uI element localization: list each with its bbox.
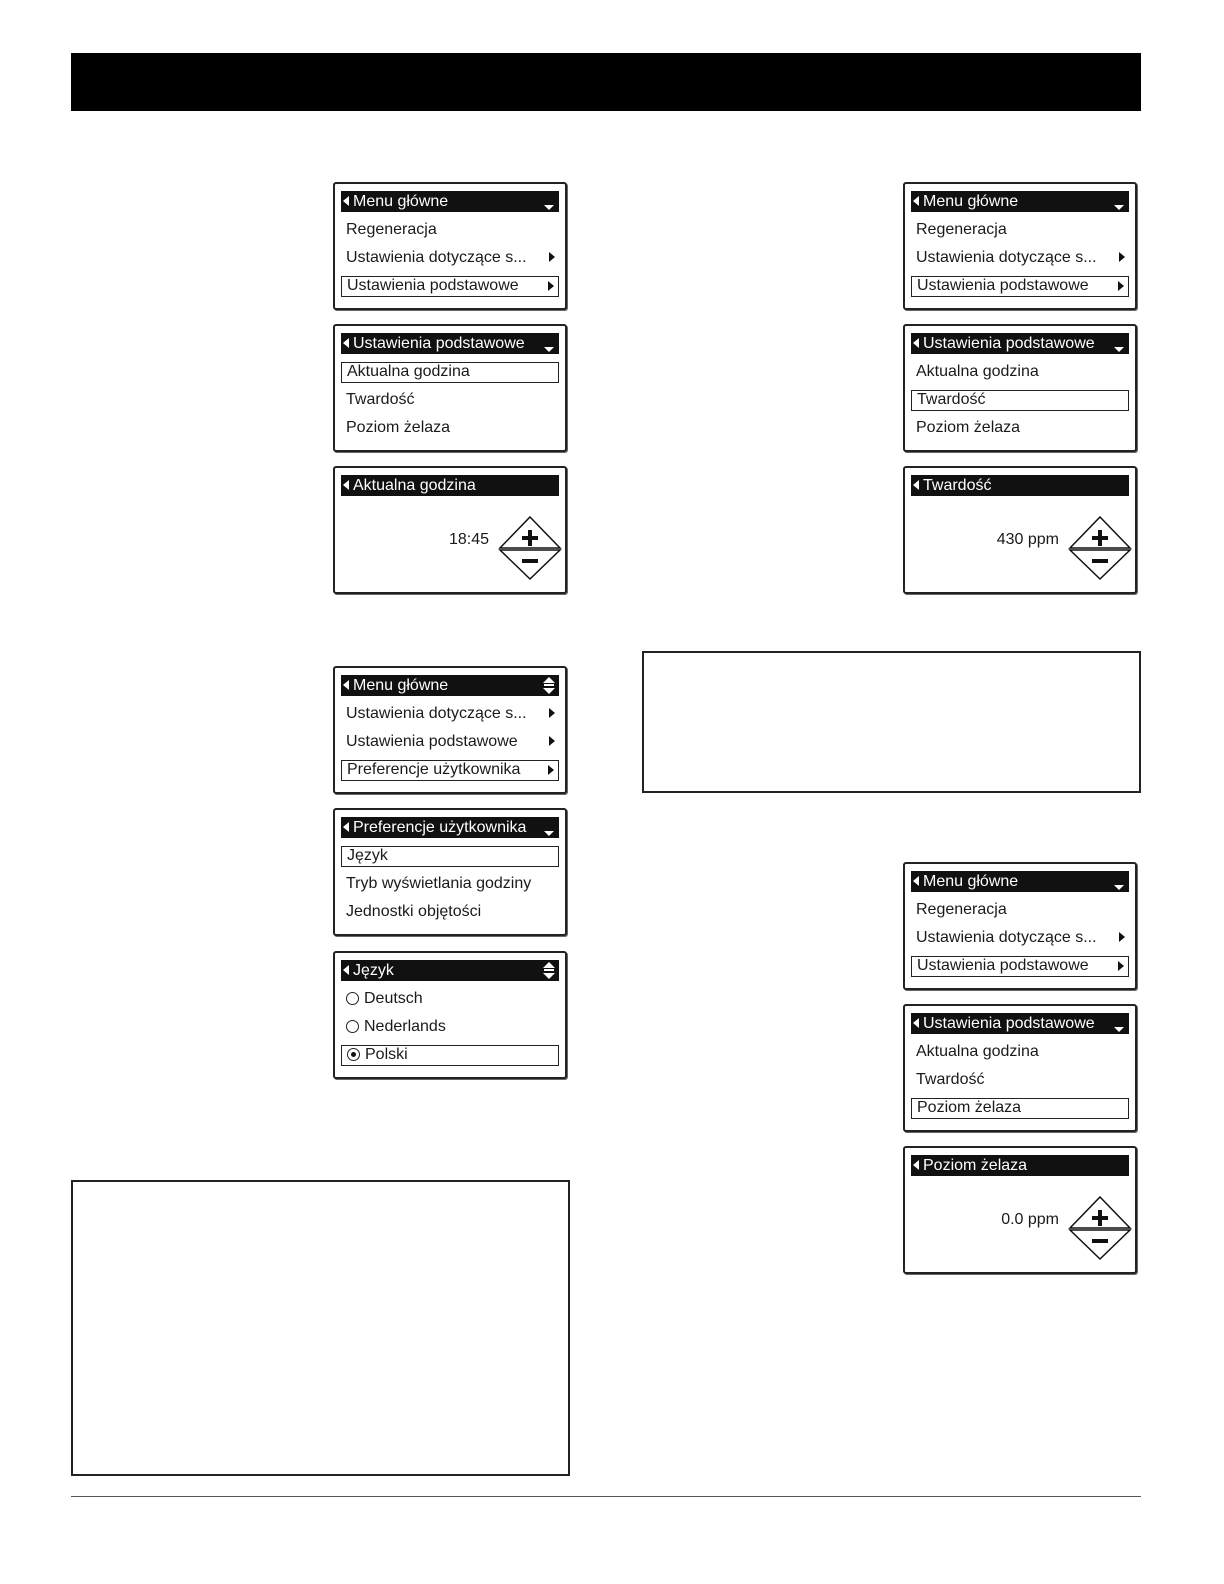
- time-value: 18:45: [448, 531, 489, 548]
- hardness-value: 430 ppm: [996, 531, 1059, 548]
- radio-icon: [346, 992, 359, 1005]
- menu-item-ustawienia-dotyczace[interactable]: Ustawienia dotyczące s...: [341, 247, 559, 268]
- submenu-arrow-icon: [548, 281, 554, 291]
- iron-level-value: 0.0 ppm: [1001, 1211, 1059, 1228]
- screen-main-menu: [333, 182, 567, 310]
- note-box-left: [71, 1180, 570, 1476]
- menu-item-twardosc[interactable]: Twardość: [346, 391, 415, 408]
- back-arrow-icon[interactable]: [913, 1018, 919, 1028]
- page-header-bar: [71, 53, 1141, 111]
- screen-title: Menu główne: [341, 191, 559, 212]
- screen-language: [333, 951, 567, 1079]
- menu-item-regeneracja[interactable]: Regeneracja: [916, 901, 1007, 918]
- screen-current-time: [333, 466, 567, 594]
- radio-selected-icon: [347, 1048, 360, 1061]
- menu-item-poziom-zelaza[interactable]: Poziom żelaza: [911, 1098, 1129, 1119]
- back-arrow-icon[interactable]: [913, 1160, 919, 1170]
- submenu-arrow-icon: [549, 708, 555, 718]
- menu-item-ustawienia-dotyczace[interactable]: Ustawienia dotyczące s...: [341, 703, 559, 724]
- screen-title: Ustawienia podstawowe: [341, 333, 559, 354]
- menu-item-ustawienia-podstawowe[interactable]: Ustawienia podstawowe: [911, 956, 1129, 977]
- screen-title: Ustawienia podstawowe: [911, 333, 1129, 354]
- menu-item-ustawienia-podstawowe[interactable]: Ustawienia podstawowe: [341, 731, 559, 752]
- back-arrow-icon[interactable]: [343, 680, 349, 690]
- screen-title: Aktualna godzina: [341, 475, 559, 496]
- back-arrow-icon[interactable]: [913, 338, 919, 348]
- menu-item-preferencje[interactable]: Preferencje użytkownika: [341, 760, 559, 781]
- scroll-down-icon: [1114, 885, 1124, 890]
- footer-rule: [71, 1496, 1141, 1497]
- submenu-arrow-icon: [549, 252, 555, 262]
- language-option-deutsch[interactable]: Deutsch: [341, 988, 559, 1009]
- screen-hardness: [903, 466, 1137, 594]
- plus-minus-icon[interactable]: [498, 515, 562, 581]
- plus-minus-icon[interactable]: [1068, 1195, 1132, 1261]
- scroll-down-icon: [544, 347, 554, 352]
- scroll-down-icon: [544, 205, 554, 210]
- submenu-arrow-icon: [1118, 281, 1124, 291]
- menu-item-tryb-godziny[interactable]: Tryb wyświetlania godziny: [346, 875, 532, 892]
- screen-title: Menu główne: [341, 675, 559, 696]
- language-option-polski[interactable]: Polski: [341, 1045, 559, 1066]
- submenu-arrow-icon: [1118, 961, 1124, 971]
- menu-item-aktualna-godzina[interactable]: Aktualna godzina: [916, 363, 1039, 380]
- menu-item-poziom-zelaza[interactable]: Poziom żelaza: [916, 419, 1021, 436]
- screen-basic-settings-3: [903, 1004, 1137, 1132]
- back-arrow-icon[interactable]: [913, 876, 919, 886]
- scroll-down-icon: [1114, 1027, 1124, 1032]
- back-arrow-icon[interactable]: [343, 822, 349, 832]
- menu-item-ustawienia-podstawowe[interactable]: Ustawienia podstawowe: [911, 276, 1129, 297]
- screen-title: Twardość: [911, 475, 1129, 496]
- back-arrow-icon[interactable]: [343, 338, 349, 348]
- menu-item-aktualna-godzina[interactable]: Aktualna godzina: [916, 1043, 1039, 1060]
- scroll-down-icon: [1114, 205, 1124, 210]
- screen-title: Język: [341, 960, 559, 981]
- screen-title: Menu główne: [911, 191, 1129, 212]
- screen-title: Poziom żelaza: [911, 1155, 1129, 1176]
- back-arrow-icon[interactable]: [343, 965, 349, 975]
- menu-item-regeneracja[interactable]: Regeneracja: [916, 221, 1007, 238]
- menu-item-ustawienia-podstawowe[interactable]: Ustawienia podstawowe: [341, 276, 559, 297]
- submenu-arrow-icon: [1119, 932, 1125, 942]
- scroll-updown-icon: [543, 962, 555, 979]
- screen-user-preferences: [333, 808, 567, 936]
- menu-item-twardosc[interactable]: Twardość: [911, 390, 1129, 411]
- menu-item-aktualna-godzina[interactable]: Aktualna godzina: [341, 362, 559, 383]
- screen-main-menu-3: [903, 182, 1137, 310]
- screen-main-menu-2: [333, 666, 567, 794]
- screen-title: Preferencje użytkownika: [341, 817, 559, 838]
- submenu-arrow-icon: [1119, 252, 1125, 262]
- scroll-updown-icon: [543, 677, 555, 694]
- screen-main-menu-4: [903, 862, 1137, 990]
- screen-iron-level: [903, 1146, 1137, 1274]
- radio-icon: [346, 1020, 359, 1033]
- back-arrow-icon[interactable]: [913, 196, 919, 206]
- submenu-arrow-icon: [548, 765, 554, 775]
- back-arrow-icon[interactable]: [343, 196, 349, 206]
- screen-title: Ustawienia podstawowe: [911, 1013, 1129, 1034]
- back-arrow-icon[interactable]: [343, 480, 349, 490]
- back-arrow-icon[interactable]: [913, 480, 919, 490]
- scroll-down-icon: [544, 831, 554, 836]
- menu-item-jezyk[interactable]: Język: [341, 846, 559, 867]
- menu-item-jednostki[interactable]: Jednostki objętości: [346, 903, 482, 920]
- language-option-nederlands[interactable]: Nederlands: [341, 1016, 559, 1037]
- screen-title: Menu główne: [911, 871, 1129, 892]
- screen-basic-settings: [333, 324, 567, 452]
- submenu-arrow-icon: [549, 736, 555, 746]
- plus-minus-icon[interactable]: [1068, 515, 1132, 581]
- menu-item-twardosc[interactable]: Twardość: [916, 1071, 985, 1088]
- menu-item-ustawienia-dotyczace[interactable]: Ustawienia dotyczące s...: [911, 247, 1129, 268]
- note-box-right: [642, 651, 1141, 793]
- scroll-down-icon: [1114, 347, 1124, 352]
- menu-item-ustawienia-dotyczace[interactable]: Ustawienia dotyczące s...: [911, 927, 1129, 948]
- screen-basic-settings-2: [903, 324, 1137, 452]
- menu-item-regeneracja[interactable]: Regeneracja: [346, 221, 437, 238]
- menu-item-poziom-zelaza[interactable]: Poziom żelaza: [346, 419, 451, 436]
